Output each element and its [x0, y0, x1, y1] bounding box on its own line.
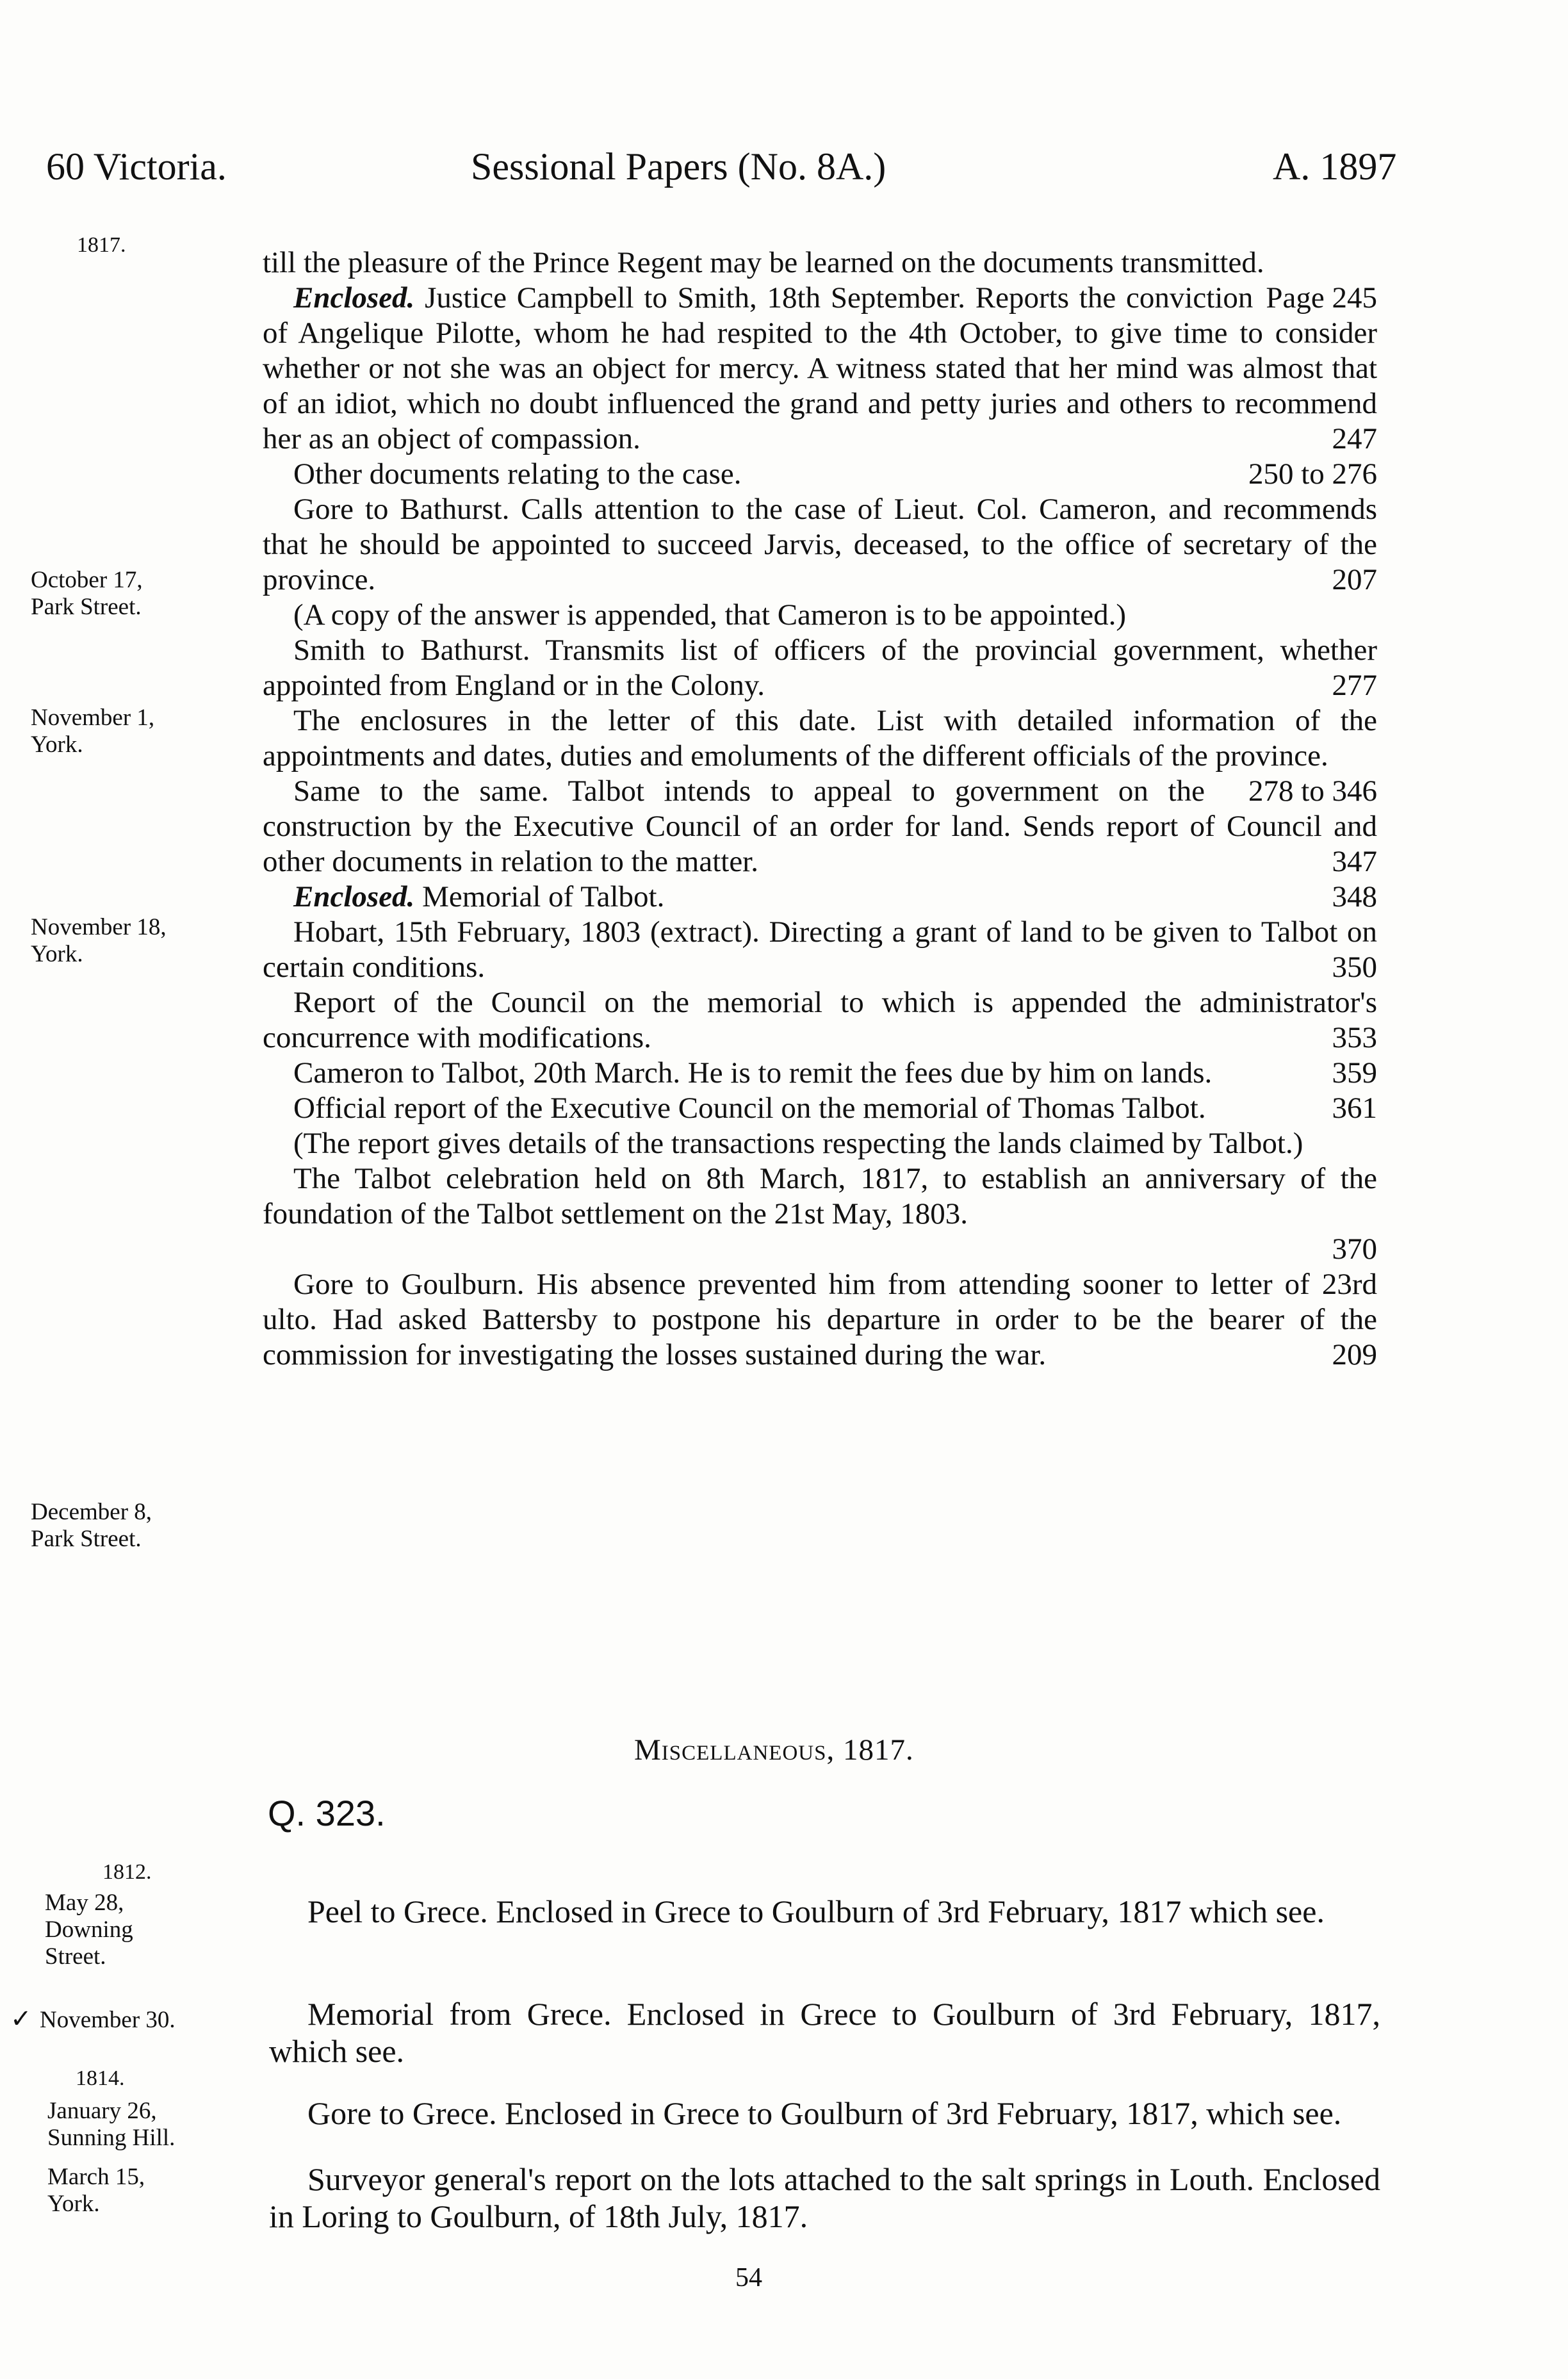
check-mark-icon: ✓: [10, 2004, 32, 2033]
margin-place: Sunning Hill.: [47, 2124, 176, 2151]
margin-date: May 28,: [45, 1890, 124, 1916]
entry-text: Smith to Bathurst. Transmits list of officers of the provincial government, whether appointed from England or in the Colony.: [263, 634, 1377, 702]
entry-text: Report of the Council on the memorial to which is appended the administrator's concurrence with modifications.: [263, 986, 1377, 1054]
entry-note: (The report gives details of the transactions respecting the lands claimed by Talbot.): [293, 1127, 1303, 1160]
misc-entry-1: [269, 1893, 1380, 1930]
entry-text: Gore to Grece. Enclosed in Grece to Goulburn of 3rd February, 1817, which see.: [307, 2095, 1342, 2131]
margin-date: March 15,: [47, 2164, 145, 2190]
header-session: 60 Victoria.: [46, 145, 227, 188]
entry-paragraph: [263, 281, 1377, 457]
page-ref: 359: [1332, 1056, 1377, 1090]
margin-date-nov30: [40, 2007, 251, 2034]
entry-text: Cameron to Talbot, 20th March. He is to remit the fees due by him on lands.: [293, 1056, 1213, 1090]
entry-paragraph: [263, 985, 1377, 1056]
page-ref: 250 to 276: [1248, 457, 1377, 491]
page-ref: 247: [1332, 422, 1377, 455]
page-ref: 277: [1332, 669, 1377, 702]
margin-date-jan26: [47, 2098, 259, 2152]
header-title: Sessional Papers (No. 8A.): [471, 145, 886, 188]
entry-text: Other documents relating to the case.: [293, 457, 742, 491]
margin-place: Street.: [45, 1943, 106, 1970]
entry-note: (A copy of the answer is appended, that Cameron is to be appointed.): [293, 598, 1126, 632]
entry-text: Memorial of Talbot.: [422, 880, 665, 913]
entry-paragraph: [263, 879, 1377, 915]
margin-date: November 18,: [31, 914, 167, 940]
margin-date-oct17: [31, 567, 242, 621]
entry-text: The Talbot celebration held on 8th March, 1817, to establish an anniversary of the foundation of the Talbot settlement on the 21st May, 1803.: [263, 1162, 1377, 1230]
entry-text: Surveyor general's report on the lots attached to the salt springs in Louth. Enclosed in Loring to Goulburn, of 18th July, 1817.: [269, 2161, 1380, 2234]
header-year: A. 1897: [1273, 145, 1397, 188]
entry-text: Justice Campbell to Smith, 18th September. Reports the conviction of Angelique Pilotte, whom he had respited to the 4th October, to give time to consider whether or not she was an object for mercy. A witness stated that her mind was almost that of an idiot, which no doubt influenced the grand and petty juries and others to recommend her as an object of compassion.: [263, 281, 1377, 455]
margin-date: November 30.: [40, 2007, 176, 2033]
entry-text: Hobart, 15th February, 1803 (extract). Directing a grant of land to be given to Talbot on certain conditions.: [263, 915, 1377, 984]
margin-date: January 26,: [47, 2098, 157, 2124]
page-ref: 207: [1332, 563, 1377, 596]
misc-entry-4: [269, 2161, 1380, 2235]
page-ref: 370: [1332, 1232, 1377, 1266]
page-ref: 350: [1332, 951, 1377, 984]
misc-entry-3: [269, 2095, 1380, 2132]
page-ref: 348: [1332, 880, 1377, 913]
enclosed-label: Enclosed.: [293, 281, 415, 315]
page-ref: 209: [1332, 1338, 1377, 1371]
entry-text: The enclosures in the letter of this date. List with detailed information of the appointments and dates, duties and emoluments of the different officials of the province.: [263, 704, 1377, 773]
entry-paragraph: [263, 915, 1377, 985]
margin-place: York.: [31, 731, 83, 758]
volume-number: Q. 323.: [268, 1793, 386, 1833]
page-number: 54: [735, 2263, 762, 2293]
margin-place: Downing: [45, 1916, 133, 1943]
entry-paragraph: [263, 1267, 1377, 1373]
entry-paragraph: [263, 703, 1377, 808]
page-ref: 278 to 346: [1248, 774, 1377, 808]
page-ref: 353: [1332, 1021, 1377, 1054]
margin-place: York.: [31, 940, 83, 967]
entry-paragraph: [263, 598, 1377, 633]
enclosed-label: Enclosed.: [293, 880, 415, 913]
misc-entry-2: [269, 1995, 1380, 2070]
page-ref: Page 245: [1266, 281, 1377, 315]
entry-paragraph: [263, 1161, 1377, 1232]
entry-text: Gore to Bathurst. Calls attention to the case of Lieut. Col. Cameron, and recommends that he should be appointed to succeed Jarvis, deceased, to the office of secretary of the province.: [263, 493, 1377, 596]
entry-text: Gore to Goulburn. His absence prevented him from attending sooner to letter of 23rd ulto. Had asked Battersby to postpone his departure in order to be the bearer of the commission for investigating the losses sustained during the war.: [263, 1268, 1377, 1371]
margin-date: December 8,: [31, 1499, 152, 1525]
margin-place: York.: [47, 2190, 100, 2217]
entry-text: Same to the same. Talbot intends to appeal to government on the construction by the Executive Council of an order for land. Sends report of Council and other documents in relation to the matter.: [263, 774, 1377, 878]
margin-date: November 1,: [31, 705, 155, 731]
entry-page-line: [263, 1232, 1377, 1267]
margin-date-nov18: [31, 914, 242, 968]
entry-text: till the pleasure of the Prince Regent may be learned on the documents transmitted.: [263, 246, 1264, 279]
page-ref: 361: [1332, 1091, 1377, 1125]
entry-paragraph: [263, 492, 1377, 598]
margin-date-nov1: [31, 705, 242, 758]
entry-paragraph: [263, 1091, 1377, 1126]
entry-paragraph: [263, 457, 1377, 492]
entry-paragraph: [263, 1056, 1377, 1091]
margin-year-1814: 1814.: [76, 2066, 125, 2090]
margin-year-1812: 1812.: [102, 1860, 152, 1884]
margin-year-1817: 1817.: [77, 233, 126, 257]
margin-place: Park Street.: [31, 593, 142, 620]
margin-date-dec8: [31, 1499, 242, 1553]
page-ref: 347: [1332, 845, 1377, 878]
section-heading: Miscellaneous, 1817.: [634, 1733, 914, 1767]
entry-paragraph: [263, 1126, 1377, 1161]
margin-date-may28: [45, 1890, 256, 1970]
entry-text: Official report of the Executive Council on the memorial of Thomas Talbot.: [293, 1091, 1206, 1125]
entry-text: Peel to Grece. Enclosed in Grece to Goulburn of 3rd February, 1817 which see.: [307, 1893, 1325, 1929]
entry-block-1817: [263, 245, 1377, 1373]
entry-paragraph: [263, 633, 1377, 703]
margin-place: Park Street.: [31, 1525, 142, 1552]
margin-date: October 17,: [31, 567, 143, 593]
entry-text: Memorial from Grece. Enclosed in Grece to Goulburn of 3rd February, 1817, which see.: [269, 1996, 1380, 2069]
margin-date-mar15: [47, 2164, 259, 2218]
